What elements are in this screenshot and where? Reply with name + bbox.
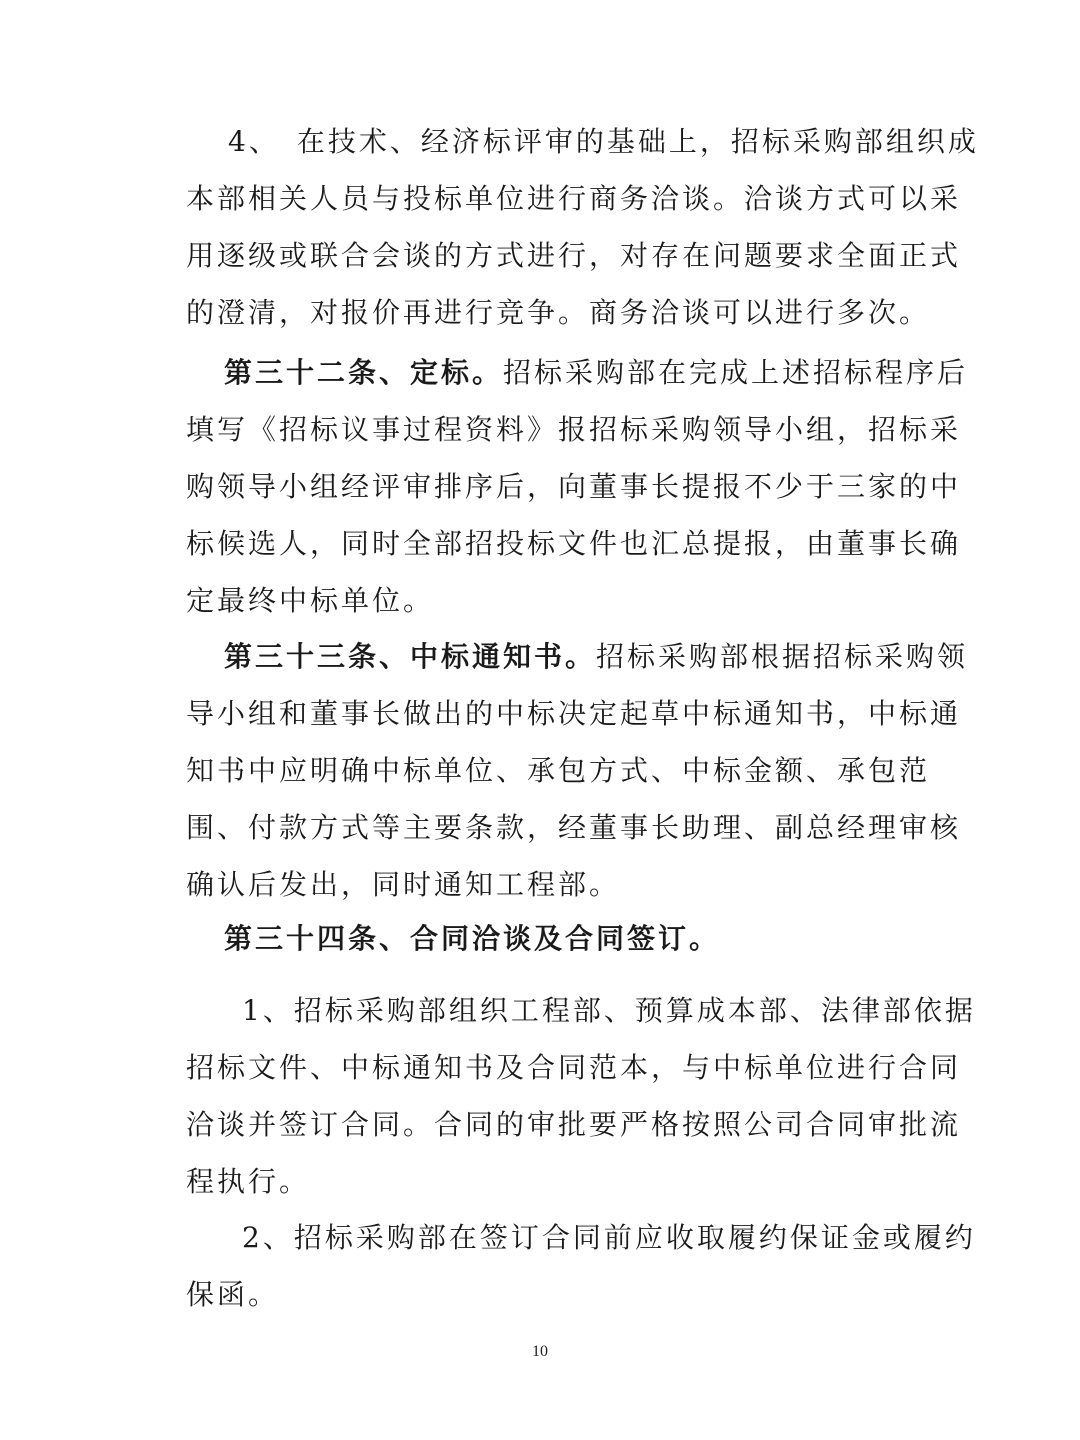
text-line: 围、付款方式等主要条款，经董事长助理、副总经理审核 bbox=[186, 811, 962, 844]
article-heading: 第三十三条、中标通知书。 bbox=[224, 640, 597, 673]
text-line: 购领导小组经评审排序后，向董事长提报不少于三家的中 bbox=[186, 470, 962, 503]
text-line: 招标文件、中标通知书及合同范本，与中标单位进行合同 bbox=[186, 1051, 962, 1084]
article-text: 招标采购部在完成上述招标程序后 bbox=[503, 356, 969, 389]
paragraph-item-2 bbox=[186, 1209, 976, 1323]
paragraph-item-4 bbox=[186, 113, 979, 341]
text-line: 本部相关人员与投标单位进行商务洽谈。洽谈方式可以采 bbox=[186, 182, 962, 215]
text-line: 填写《招标议事过程资料》报招标采购领导小组，招标采 bbox=[186, 413, 962, 446]
text-line: 导小组和董事长做出的中标决定起草中标通知书，中标通 bbox=[186, 697, 962, 730]
text-line bbox=[186, 344, 969, 401]
text-line: 的澄清，对报价再进行竞争。商务洽谈可以进行多次。 bbox=[186, 296, 931, 329]
text-line: 1、招标采购部组织工程部、预算成本部、法律部依据 bbox=[242, 994, 976, 1027]
text-line: 2、招标采购部在签订合同前应收取履约保证金或履约 bbox=[242, 1221, 976, 1254]
text-line: 洽谈并签订合同。合同的审批要严格按照公司合同审批流 bbox=[186, 1108, 962, 1141]
article-text: 招标采购部根据招标采购领 bbox=[596, 640, 969, 673]
paragraph-item-1 bbox=[186, 982, 976, 1210]
text-line bbox=[186, 628, 969, 685]
text-line: 标候选人，同时全部招投标文件也汇总提报，由董事长确 bbox=[186, 527, 962, 560]
text-line: 4、 在技术、经济标评审的基础上，招标采购部组织成 bbox=[228, 125, 979, 158]
text-line: 知书中应明确中标单位、承包方式、中标金额、承包范 bbox=[186, 754, 931, 787]
text-line: 程执行。 bbox=[186, 1165, 311, 1198]
page-number: 10 bbox=[532, 1343, 548, 1360]
text-line: 确认后发出，同时通知工程部。 bbox=[186, 868, 621, 901]
paragraph-article-32 bbox=[186, 344, 969, 629]
paragraph-article-33 bbox=[186, 628, 969, 913]
article-heading: 第三十二条、定标。 bbox=[224, 356, 504, 389]
article-heading: 第三十四条、合同洽谈及合同签订。 bbox=[224, 922, 721, 955]
text-line: 用逐级或联合会谈的方式进行，对存在问题要求全面正式 bbox=[186, 239, 962, 272]
paragraph-article-34 bbox=[186, 910, 886, 967]
text-line: 定最终中标单位。 bbox=[186, 584, 435, 617]
text-line: 保函。 bbox=[186, 1278, 280, 1311]
